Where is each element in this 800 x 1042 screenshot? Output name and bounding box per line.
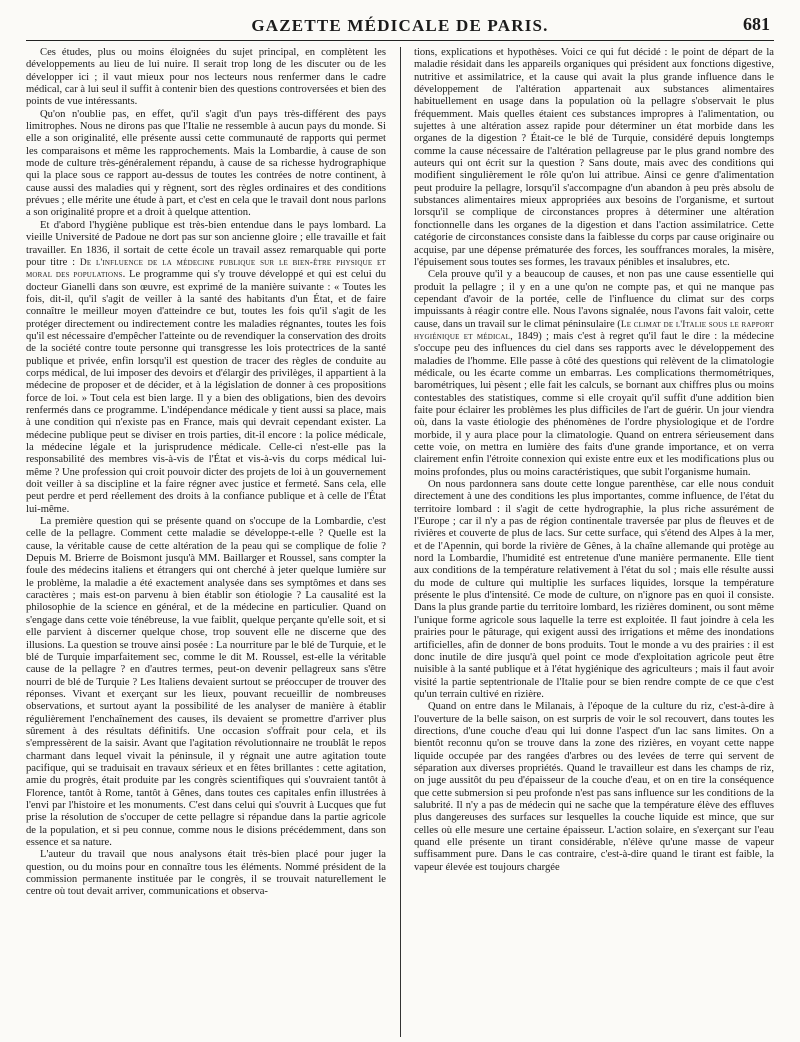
paragraph-continued: tions, explications et hypothèses. Voici ce qui fut décidé : le point de départ de la maladie résidait dans les appareils organiques qui président aux fonctions digestive, nutritive et assimilatrice, et la cause qui avait la plus grande influence dans le développement de l'altération appartenait aux substances alimentaires habituellement en usage dans la population où la pellagre s'observait le plus fréquemment. Mais quelles étaient ces substances impropres à l'alimentation, ou sujettes à une altération assez rapide pour déterminer un état morbide dans les organes de la digestion ? Était-ce le blé de Turquie, considéré depuis longtemps comme la cause nécessaire de l'altération pellagreuse par le plus grand nombre des auteurs qui ont écrit sur la question ? Sans doute, mais avec des conditions qui modifient singulièrement le rôle qu'on lui attribue. Ainsi ce genre d'alimentation peut produire la pellagre, lorsqu'il s'accompagne d'un abandon à peu près absolu de substances alimentaires mieux appropriées aux besoins de l'organisme, et surtout lorsqu'il se complique de circonstances propres à déterminer une altération fonctionnelle dans les organes de la digestion et dans l'action assimilatrice. Cette catégorie de circonstances consiste dans la faiblesse du corps par cause originaire ou acquise, par une dépense prématurée des forces, les souffrances morales, la misère, l'épuisement sous toutes ses formes, les travaux pénibles et insalubres, etc. [414, 47, 774, 268]
journal-title: GAZETTE MÉDICALE DE PARIS. [251, 16, 549, 35]
page-header [26, 12, 774, 41]
right-column [414, 47, 774, 1037]
paragraph: Qu'on n'oublie pas, en effet, qu'il s'agit d'un pays très-différent des pays limitrophes. Nous ne dirons pas que l'Italie ne ressemble à aucun pays du monde. Si elle a son originalité, elle présente aussi cette communauté de rapports qui permet les comparaisons et même les rapprochements. Mais la Lombardie, à cause de son mode de culture très-généralement répandu, à cause de sa richesse hydrographique qui la place sous ce rapport au-dessus de toutes les contrées de notre continent, à cause aussi des maladies qui y règnent, sort des règles ordinaires et des conditions prévues ; elle mérite une étude à part, et c'est en cela que le travail dont nous parlons a son originalité propre et a droit à quelque attention. [26, 108, 386, 219]
page-number: 681 [743, 14, 770, 34]
cited-title: De l'influence de la médecine publique sur le bien-être physique et moral des populations [26, 257, 386, 281]
paragraph: Cela prouve qu'il y a beaucoup de causes, et non pas une cause essentielle qui produit la pellagre ; il y en a une qu'on ne compte pas, et qui ne manque pas cependant d'avoir de la portée, celle de l'influence du climat sur des corps impuissants à réagir contre elle. Nous l'avons signalée, nous l'avons fait valoir, cette cause, dans un travail sur le climat péninsulaire (Le climat de l'Italie sous le rapport hygiénique et médical, 1849) ; mais c'est à regret qu'il faut le dire : la médecine s'occupe peu des influences du ciel dans ses rapports avec le développement des maladies de l'homme. Elle passe à côté des questions qui relèvent de la climatologie médicale, ou les écarte comme un embarras. Les complications thermométriques, barométriques, lui pèsent ; elle fait les calculs, se bornant aux chiffres plus ou moins contestables des statistiques, comme si elle croyait qu'il suffit d'une addition bien faite pour éclairer les problèmes les plus difficiles de l'art de guérir. Un jour viendra où, dans la vaste étiologie des phénomènes de l'ordre physiologique et de l'ordre morbide, il y aura place pour la climatologie. Quand on entrera sérieusement dans cette voie, on mettra en lumière des faits d'une grande importance, et on verra clairement enfin l'étroite connexion qui existe entre eux et les modifications plus ou moins profondes, plus ou moins caractéristiques, que subit l'organisme humain. [414, 269, 774, 478]
text-columns [26, 47, 774, 1037]
cited-title: Le climat de l'Italie sous le rapport hygiénique et médical [414, 319, 774, 342]
paragraph: Ces études, plus ou moins éloignées du sujet principal, en complètent les développements au lieu de lui nuire. Il serait trop long de les discuter ou de les développer ici ; il vaut mieux pour nos lecteurs nous renfermer dans le cadre médical, car à lui seul il suffit à contenir bien des questions controversées et bien des points de vue intéressants. [26, 47, 386, 108]
paragraph: Quand on entre dans le Milanais, à l'époque de la culture du riz, c'est-à-dire à l'ouverture de la belle saison, on est surpris de voir le sol recouvert, dans toutes les directions, d'une couche d'eau qui lui donne l'aspect d'un lac sans limites. On a bientôt reconnu qu'on se trouve dans la zone des rizières, en voyant cette nappe liquide occupée par des rangées d'arbres ou des levées de terre qui servent de séparation aux diverses propriétés. Quand le travailleur est dans les champs de riz, on juge aussitôt du peu d'épaisseur de la couche d'eau, et on en tire la conséquence que cette submersion si peu profonde n'est pas sans influence sur les conditions de la salubrité. Il n'y a pas de médecin qui ne sache que la température élève des effluves plus dangereuses des surfaces sur lesquelles la couche liquide est mince, que sur celles où elle mesure une certaine épaisseur. L'action solaire, en s'exerçant sur l'eau quand elle présente un tirant considérable, n'élève qu'une masse de vapeur suffisamment pure. Dans le cas contraire, c'est-à-dire quand le tirant est faible, la vapeur élevée est toujours chargée [414, 701, 774, 873]
paragraph: La première question qui se présente quand on s'occupe de la Lombardie, c'est celle de la pellagre. Comment cette maladie se développe-t-elle ? Quelle est la cause, la véritable cause de cette altération de la peau qui se complique de folie ? Depuis M. Brierre de Boismont jusqu'à MM. Baillarger et Roussel, sans compter la foule des médecins italiens et étrangers qui ont cherché à jeter quelque lumière sur le problème, la maladie a été exactement analysée dans ses symptômes et dans ses caractères ; mais est-on parvenu à bien établir son étiologie ? La causalité est la philosophie de la science en général, et de la médecine en particulier. Quand on s'engage dans cette voie ténébreuse, la vue faiblit, quelque perçante qu'elle soit, et si elle parvient à discerner quelque chose, trop souvent elle ne discerne que des illusions. La question se trouve ainsi posée : La nourriture par le blé de Turquie, et le blé de Turquie imparfaitement sec, comme le dit M. Roussel, est-elle la véritable cause de la pellagre ? en d'autres termes, peut-on devenir pellagreux sans s'être nourri de blé de Turquie ? Les Italiens devaient surtout se préoccuper de trouver des réponses. Vivant et exerçant sur les lieux, pouvant recueillir de nombreuses observations, et surtout ayant la possibilité de les analyser de manière à établir régulièrement l'enchaînement des causes, ils devaient se promettre d'arriver plus sûrement à des résultats définitifs. Une occasion s'offrait pour cela, et ils s'empressèrent de la saisir. Avant que l'agitation révolutionnaire ne troublât le repos charmant dans lequel vivait la péninsule, il y régnait une autre agitation toute pacifique, qui se traduisait en travaux sérieux et en fêtes brillantes : cette agitation, amie du progrès, était produite par les congrès scientifiques qui s'ouvraient tantôt à Florence, tantôt à Rome, tantôt à Gênes, dans toutes ces capitales enfin illustrées à l'envi par l'histoire et les monuments. C'est dans celui qui s'ouvrit à Lucques que fut prise la résolution de s'occuper de cette pellagre si répandue dans la partie agricole de la population, et si peu connue, comme nous le disions précédemment, dans son essence et sa nature. [26, 516, 386, 848]
left-column [26, 47, 386, 1037]
paragraph: Et d'abord l'hygiène publique est très-bien entendue dans le pays lombard. La vieille Université de Padoue ne dort pas sur son ancienne gloire ; elle travaille et fait travailler. En 1836, il sortait de cette école un travail assez remarquable qui porte pour titre : De l'influence de la médecine publique sur le bien-être physique et moral des populations. Le programme qui s'y trouve développé et qui est celui du docteur Gianelli dans son œuvre, est exprimé de la manière suivante : « Toutes les fois, dit-il, qu'il s'agit de veiller à la santé des habitants d'un État, et de faire connaître le meilleur moyen d'atteindre ce but, toutes les fois qu'il s'agit de les protéger directement ou indirectement contre les maladies régnantes, toutes les fois qu'il est nécessaire d'empêcher l'atteinte ou de revendiquer la conservation des droits de la société contre toute personne qui transgresse les lois protectrices de la santé publique et privée, enfin lorsqu'il est question de tracer des règles de conduite au corps médical, de lui imposer des devoirs et d'élargir des privilèges, il appartient à la médecine de proposer et de décider, et à la législation de donner à ces propositions force de loi. » Tout cela est bien large. Il y a bien des obligations, bien des devoirs renfermés dans ce programme. L'indépendance médicale y tient aussi sa place, mais à une condition qui n'existe pas en France, mais qui devrait cependant exister. La médecine publique peut se diviser en trois parties, dit-il encore : la police médicale, la médecine légale et la jurisprudence médicale. Celle-ci n'est-elle pas la responsabilité des membres vis-à-vis de l'État et vis-à-vis du corps médical lui-même ? Une profession qui croit pouvoir dicter des projets de loi à un gouvernement doit veiller à sa discipline et la faire régner avec justice et fermeté. Sans cela, elle peut perdre et perd réellement des droits à la confiance publique et à celle de l'État lui-même. [26, 219, 386, 515]
paragraph: On nous pardonnera sans doute cette longue parenthèse, car elle nous conduit directement à une des conditions les plus importantes, comme influence, de l'état du territoire lombard : il s'agit de cette hydrographie, la plus riche assurément de l'Europe ; car il n'y a pas de région continentale traversée par plus de fleuves et de rivières et couverte de plus de lacs. Sur cette surface, qui s'étend des Alpes à la mer, et de l'Apennin, qui borde la rivière de Gênes, à la chaîne allemande qui protège au nord la Lombardie, l'humidité est entretenue d'une manière permanente. Elle tient aux conditions de la température relativement à l'état du sol ; mais elle résulte aussi du mode de culture qui multiplie les surfaces liquides, lorsque la température présente le plus d'intensité. Ce mode de culture, on n'ignore pas en quoi il consiste. Dans la plus grande partie du territoire lombard, les rizières dominent, ou sont même l'unique forme agricole sous laquelle la terre est exploitée. Il faut joindre à cela les prairies pour le pâturage, qui exigent aussi des irrigations et même des inondations artificielles, afin de donner de bons produits. Tout le monde a vu des prairies : il est donc inutile de dire jusqu'à quel point ce mode d'exploitation agricole peut être nuisible à la santé publique et à l'état hygiénique des agriculteurs ; mais il faut avoir visité la partie septentrionale de l'Italie pour se bien rendre compte de ce que c'est qu'un terrain cultivé en rizière. [414, 479, 774, 700]
paragraph: L'auteur du travail que nous analysons était très-bien placé pour juger la question, ou du moins pour en connaître tous les éléments. Nommé président de la commission permanente instituée par le congrès, il se trouvait naturellement le centre où tout devait arriver, communications et observa- [26, 849, 386, 898]
column-divider [400, 47, 401, 1037]
